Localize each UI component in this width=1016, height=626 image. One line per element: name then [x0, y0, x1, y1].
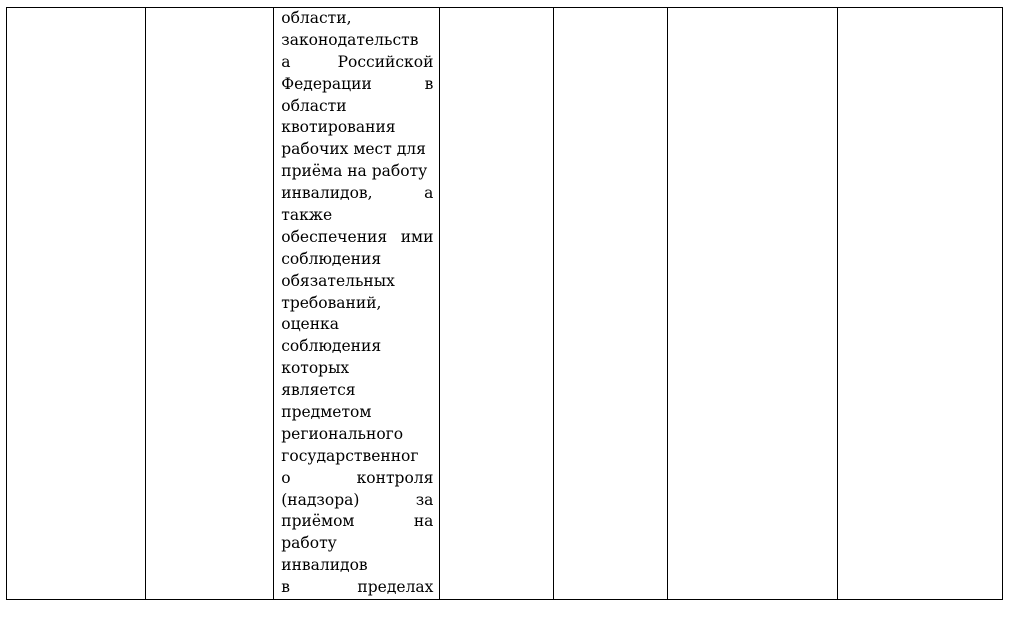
text-word: а [281, 52, 291, 71]
text-word: обеспечения [281, 227, 388, 246]
text-word: Федерации [281, 74, 372, 93]
text-line: приёма на работу [281, 162, 428, 181]
text-line [281, 74, 433, 96]
text-line [281, 183, 433, 205]
text-line: обязательных [281, 271, 395, 290]
table-cell-col3 [274, 8, 440, 600]
text-word: о [281, 468, 291, 487]
text-word: в [281, 578, 290, 597]
text-line: области, [281, 9, 352, 27]
text-line: предметом [281, 403, 372, 422]
text-line: области [281, 96, 347, 115]
text-word: инвалидов, [281, 184, 373, 203]
document-table [6, 7, 1003, 600]
text-line [281, 490, 433, 512]
text-word: Российской [337, 52, 434, 71]
text-word: контроля [356, 468, 434, 487]
text-word: а [424, 184, 434, 203]
table-cell-col7 [837, 8, 1002, 600]
text-word: на [413, 512, 434, 531]
table-cell-col1 [7, 8, 146, 600]
table-cell-col6 [667, 8, 837, 600]
text-line: регионального [281, 424, 404, 443]
text-word: приёмом [281, 512, 355, 531]
table-cell-col2 [146, 8, 274, 600]
text-line [281, 52, 433, 74]
text-word: в [424, 74, 434, 93]
text-word: (надзора) [281, 490, 360, 509]
table-cell-col4 [440, 8, 553, 600]
text-line: требований, [281, 293, 382, 312]
text-line: которых [281, 359, 350, 378]
text-line: квотирования [281, 118, 396, 137]
text-line: соблюдения [281, 337, 382, 356]
text-line: также [281, 206, 333, 225]
table-cell-col5 [553, 8, 667, 600]
text-line [281, 577, 433, 599]
text-line: инвалидов [281, 556, 368, 575]
text-word: за [415, 490, 434, 509]
table-row [7, 8, 1003, 600]
text-line: государственног [281, 446, 419, 465]
text-line [281, 511, 433, 533]
text-line: законодательств [281, 30, 419, 49]
text-line [281, 227, 433, 249]
text-word: ими [400, 227, 434, 246]
text-line: соблюдения [281, 249, 382, 268]
text-line: рабочих мест для [281, 140, 426, 159]
text-line [281, 468, 433, 490]
text-line: работу [281, 534, 337, 553]
text-line: является [281, 381, 356, 400]
cell-text-block [281, 8, 433, 599]
text-word: пределах [357, 578, 434, 597]
text-line: оценка [281, 315, 339, 334]
